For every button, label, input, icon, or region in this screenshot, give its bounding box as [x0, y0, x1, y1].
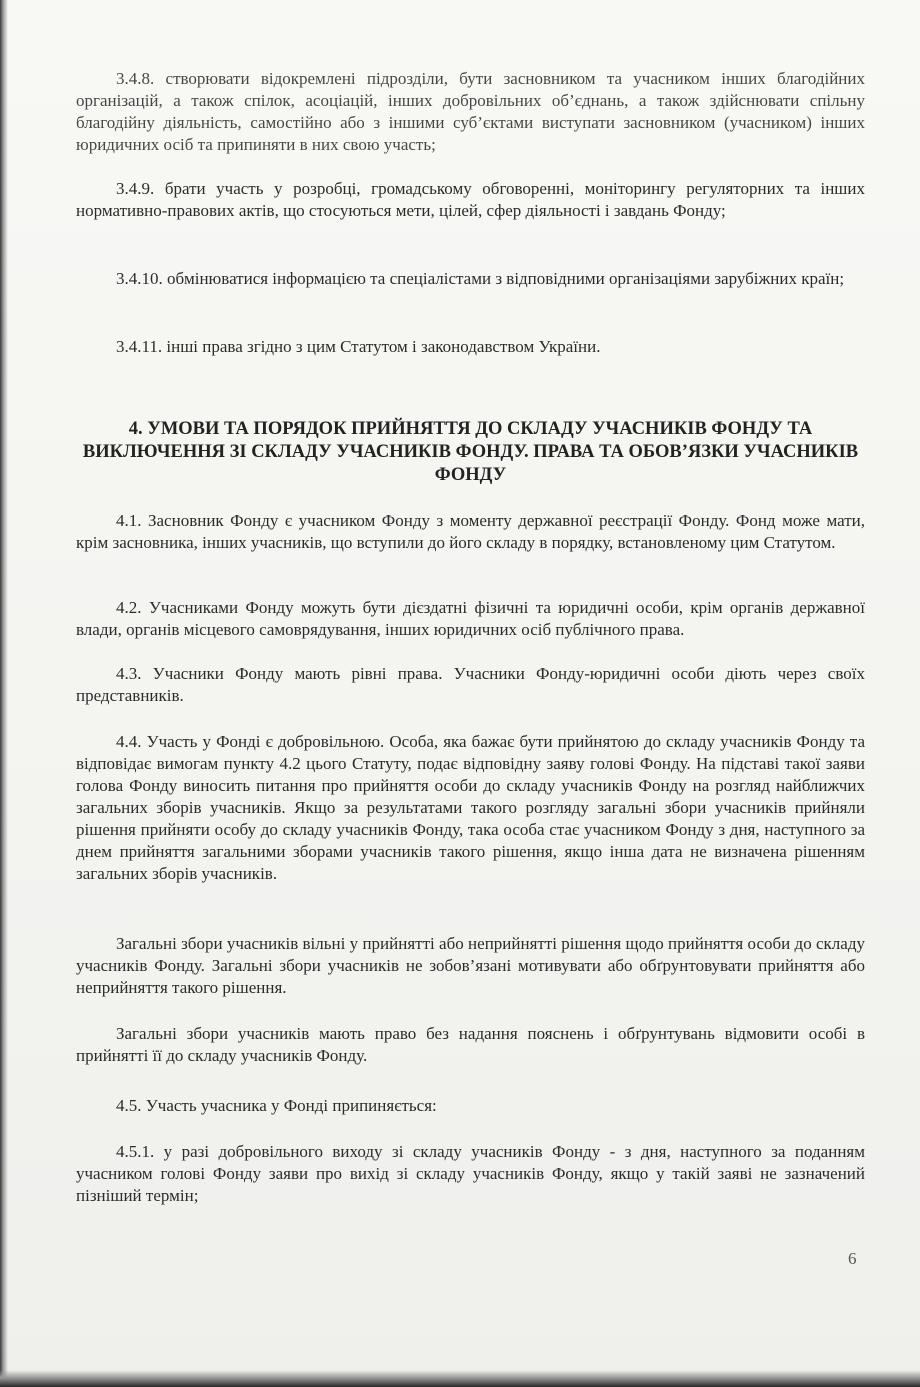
page-bottom-shadow: [0, 1370, 920, 1387]
paragraph-4-4: 4.4. Участь у Фонді є добровільною. Особа, яка бажає бути прийнятою до складу учасників Фонду та відповідає вимогам пункту 4.2 цього Статуту, подає відповідну заяву голові Фонду. На підставі такої заяви голова Фонду виносить питання про прийняття особи до складу учасників Фонду на розгляд найближчих загальних зборів учасників. Якщо за результатами такого розгляду загальні збори учасників прийняли рішення прийняти особу до складу учасників Фонду, така особа стає учасником Фонду з дня, наступного за днем прийняття загальними зборами учасників такого рішення, якщо інша дата не визначена рішенням загальних зборів учасників.: [76, 732, 865, 883]
paragraph-4-4-general-meeting-freedom: Загальні збори учасників вільні у прийнятті або неприйнятті рішення щодо прийняття особи до складу учасників Фонду. Загальні збори учасників не зобов’язані мотивувати або обґрунтовувати прийняття або неприйняття такого рішення.: [76, 934, 865, 997]
paragraph-4-3: 4.3. Учасники Фонду мають рівні права. Учасники Фонду-юридичні особи діють через своїх представників.: [76, 664, 865, 705]
page-left-shadow: [0, 0, 8, 1387]
page-number: 6: [848, 1249, 857, 1268]
paragraph-3-4-8: 3.4.8. створювати відокремлені підрозділи, бути засновником та учасником інших благодійних організацій, а також спілок, асоціацій, інших добровільних об’єднань, а також здійснювати спільну благодійну діяльність, самостійно або з іншими суб’єктами виступати засновником (учасником) інших юридичних осіб та припиняти в них свою участь;: [76, 69, 865, 154]
paragraph-4-1: 4.1. Засновник Фонду є учасником Фонду з моменту державної реєстрації Фонду. Фонд може мати, крім засновника, інших учасників, що вступили до його складу в порядку, встановленому цим Статутом.: [76, 511, 865, 552]
paragraph-4-4-refusal-right: Загальні збори учасників мають право без надання пояснень і обґрунтувань відмовити особі в прийнятті її до складу учасників Фонду.: [76, 1024, 865, 1065]
section-4-heading: 4. УМОВИ ТА ПОРЯДОК ПРИЙНЯТТЯ ДО СКЛАДУ УЧАСНИКІВ ФОНДУ ТА ВИКЛЮЧЕННЯ ЗІ СКЛАДУ УЧАСНИКІВ ФОНДУ. ПРАВА ТА ОБОВ’ЯЗКИ УЧАСНИКІВ ФОНДУ: [82, 419, 859, 485]
paragraph-4-5: 4.5. Участь учасника у Фонді припиняється:: [116, 1096, 437, 1115]
paragraph-3-4-9: 3.4.9. брати участь у розробці, громадському обговоренні, моніторингу регуляторних та інших нормативно-правових актів, що стосуються мети, цілей, сфер діяльності і завдань Фонду;: [76, 179, 865, 220]
paragraph-4-5-1: 4.5.1. у разі добровільного виходу зі складу учасників Фонду - з дня, наступного за поданням учасником голові Фонду заяви про вихід зі складу учасників Фонду, якщо у такій заяві не зазначений пізніший термін;: [76, 1142, 865, 1205]
paragraph-3-4-10: 3.4.10. обмінюватися інформацією та спеціалістами з відповідними організаціями зарубіжних країн;: [116, 269, 845, 288]
paragraph-3-4-11: 3.4.11. інші права згідно з цим Статутом і законодавством України.: [116, 337, 601, 356]
paragraph-4-2: 4.2. Учасниками Фонду можуть бути дієздатні фізичні та юридичні особи, крім органів державної влади, органів місцевого самоврядування, інших юридичних осіб публічного права.: [76, 598, 865, 639]
